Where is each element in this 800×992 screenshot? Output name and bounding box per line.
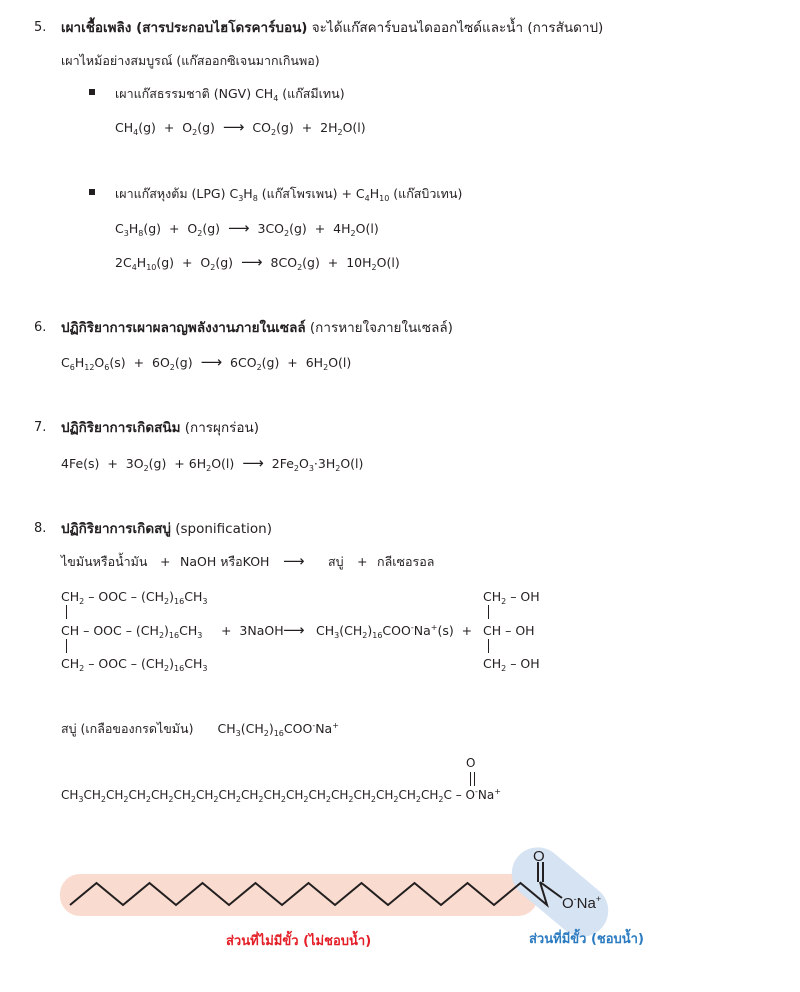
double-bond-line (470, 772, 471, 786)
section-8-number: 8. (34, 521, 47, 536)
nonpolar-label: ส่วนที่ไม่มีขั้ว (ไม่ชอบน้ำ) (226, 934, 372, 949)
double-bond-line (474, 772, 475, 786)
condensed-formula: $CH_3CH_2CH_2CH_2CH_2CH_2CH_2CH_2CH_2CH_2CH_2CH_2CH_2CH_2CH_2CH_2CH_2C - O^-Na^+$ (61, 787, 501, 804)
glycerol-row-3: $CH_2$ – OH (483, 656, 540, 673)
word-equation-left: ไขมันหรือน้ำมัน (61, 554, 148, 569)
equation-methane: $CH_4(g) + O_2(g)$ ⟶ $CO_2(g) + 2H_2O(l)$ (115, 118, 366, 137)
carbonyl-oxygen: O (466, 756, 476, 770)
soap-label: สบู่ (เกลือของกรดไขมัน) $CH_3(CH_2)_{16}COO^-Na^+$ (61, 721, 339, 738)
bullet-lpg: เผาแก๊สหุงต้ม (LPG) $C_3H_8$ (แก๊สโพรเพน) + $C_4H_{10}$ (แก๊สบิวเทน) (115, 186, 463, 203)
section-8-heading (61, 521, 272, 537)
word-equation-arrow: ⟶ (283, 552, 305, 570)
nonpolar-region-highlight (60, 874, 538, 916)
polar-label: ส่วนที่มีขั้ว (ชอบน้ำ) (529, 932, 644, 947)
section-7-title: ปฏิกิริยาการเกิดสนิม (61, 420, 181, 436)
diagram-o-label: O (533, 848, 545, 865)
section-5-desc: จะได้แก๊สคาร์บอนไดออกไซด์และน้ำ (การสันดาป) (311, 20, 604, 36)
glycerol-row-2: CH – OH (483, 623, 535, 638)
section-7-number: 7. (34, 420, 47, 435)
word-equation-glycerol: กลีเซอรอล (377, 554, 435, 569)
bond-line (488, 605, 489, 619)
section-8-title: ปฏิกิริยาการเกิดสบู่ (61, 521, 171, 537)
section-6-heading (61, 320, 453, 336)
glycerol-row-1: $CH_2$ – OH (483, 589, 540, 606)
section-6-desc: (การหายใจภายในเซลล์) (305, 320, 453, 336)
reaction-arrow: ⟶ (283, 621, 305, 639)
section-6-title: ปฏิกิริยาการเผาผลาญพลังงานภายในเซลล์ (61, 320, 306, 336)
section-7-desc: (การผุกร่อน) (180, 420, 259, 436)
bond-line (66, 639, 67, 653)
section-5-number: 5. (34, 20, 47, 35)
triglyceride-row-1: $CH_2$ – OOC – $(CH_2)_{16}CH_3$ (61, 589, 208, 606)
triglyceride-row-3: $CH_2$ – OOC – $(CH_2)_{16}CH_3$ (61, 656, 208, 673)
word-equation-plus: + (357, 554, 368, 569)
equation-rust: $4Fe(s) + 3O_2(g) + 6H_2O(l)$ ⟶ $2Fe_2O_3\cdot 3H_2O(l)$ (61, 454, 364, 473)
word-equation-plus: + (160, 554, 171, 569)
bullet-icon (89, 189, 95, 195)
bullet-ngv: เผาแก๊สธรรมชาติ (NGV) $CH_4$ (แก๊สมีเทน) (115, 86, 345, 103)
soap-molecule-diagram (0, 830, 800, 960)
section-5-title: เผาเชื้อเพลิง (สารประกอบไฮโดรคาร์บอน) (61, 20, 308, 36)
section-7-heading (61, 420, 259, 436)
word-equation-soap: สบู่ (328, 554, 344, 569)
section-8-desc: (sponification) (170, 521, 272, 537)
equation-butane: $2C_4H_{10}(g) + O_2(g)$ ⟶ $8CO_2(g) + 10H_2O(l)$ (115, 253, 400, 272)
section-5-heading (61, 20, 603, 36)
soap-product: $CH_3(CH_2)_{16}COO^-Na^+(s)$ + (316, 623, 473, 640)
diagram-ona-label: O-Na+ (562, 894, 602, 912)
section-6-number: 6. (34, 320, 47, 335)
section-5-subheading: เผาไหม้อย่างสมบูรณ์ (แก๊สออกซิเจนมากเกินพอ) (61, 53, 320, 68)
bullet-icon (89, 89, 95, 95)
equation-respiration: $C_6H_{12}O_6(s) + 6O_2(g)$ ⟶ $6CO_2(g) + 6H_2O(l)$ (61, 353, 352, 372)
bond-line (488, 639, 489, 653)
word-equation-reagent: NaOH หรือKOH (180, 554, 270, 569)
bond-line (66, 605, 67, 619)
reagent-naoh: + 3NaOH (217, 623, 284, 638)
equation-propane: $C_3H_8(g) + O_2(g)$ ⟶ $3CO_2(g) + 4H_2O(l)$ (115, 219, 379, 238)
triglyceride-row-2: CH – OOC – $(CH_2)_{16}CH_3$ (61, 623, 203, 640)
